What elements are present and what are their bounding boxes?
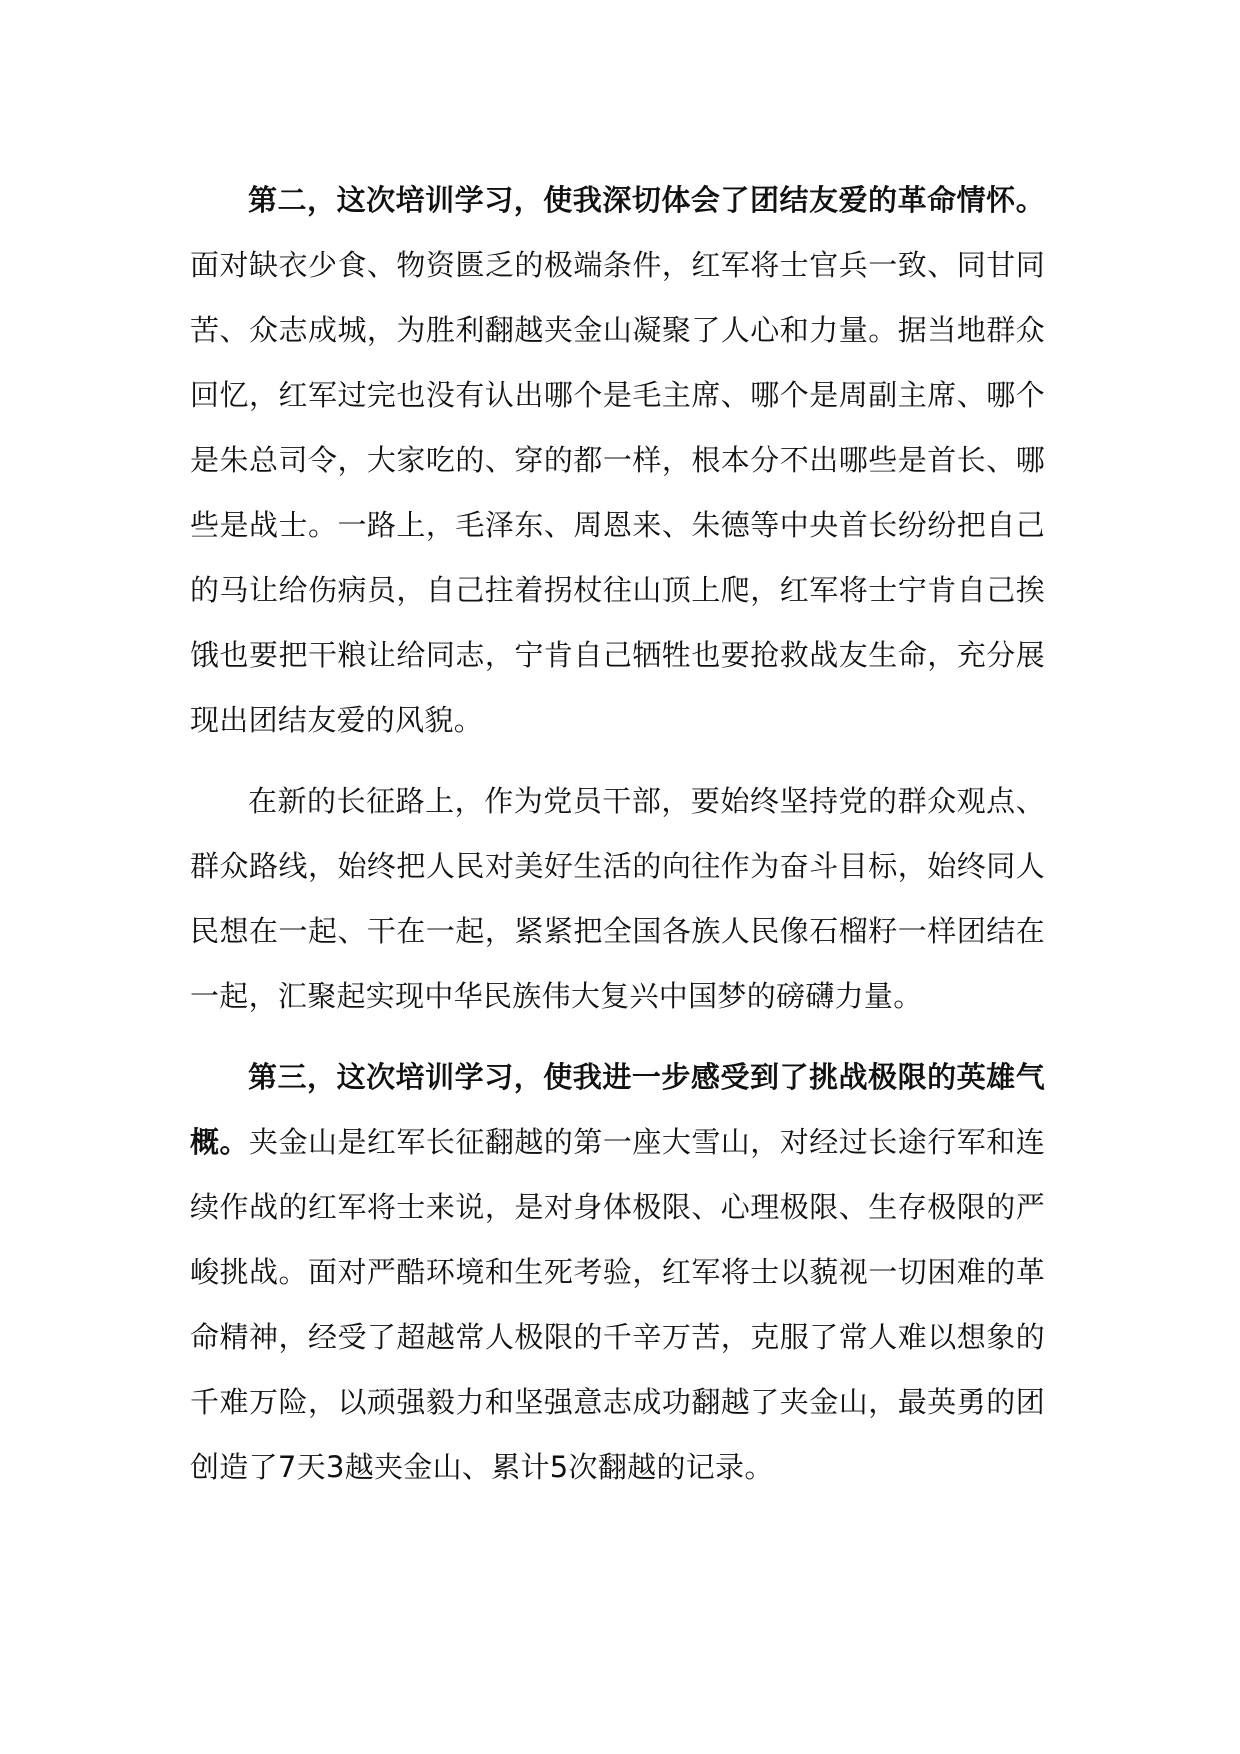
paragraph-unity	[190, 168, 1045, 753]
paragraph-text: 在新的长征路上，作为党员干部，要始终坚持党的群众观点、群众路线，始终把人民对美好生活的向往作为奋斗目标，始终同人民想在一起、干在一起，紧紧把全国各族人民像石榴籽一样团结在一起，汇聚起实现中华民族伟大复兴中国梦的磅礴力量。	[190, 784, 1045, 1013]
paragraph-heading: 第三，这次培训学习，使我进一步感受到了挑战极限的英雄气概。	[190, 1060, 1045, 1159]
document-body	[190, 168, 1045, 1516]
paragraph-heading: 第二，这次培训学习，使我深切体会了团结友爱的革命情怀。	[248, 183, 1045, 217]
paragraph-text: 面对缺衣少食、物资匮乏的极端条件，红军将士官兵一致、同甘同苦、众志成城，为胜利翻越夹金山凝聚了人心和力量。据当地群众回忆，红军过完也没有认出哪个是毛主席、哪个是周副主席、哪个是朱总司令，大家吃的、穿的都一样，根本分不出哪些是首长、哪些是战士。一路上，毛泽东、周恩来、朱德等中央首长纷纷把自己的马让给伤病员，自己拄着拐杖往山顶上爬，红军将士宁肯自己挨饿也要把干粮让给同志，宁肯自己牺牲也要抢救战友生命，充分展现出团结友爱的风貌。	[190, 248, 1045, 737]
paragraph-text: 夹金山是红军长征翻越的第一座大雪山，对经过长途行军和连续作战的红军将士来说，是对身体极限、心理极限、生存极限的严峻挑战。面对严酷环境和生死考验，红军将士以藐视一切困难的革命精神，经受了超越常人极限的千辛万苦，克服了常人难以想象的千难万险，以顽强毅力和坚强意志成功翻越了夹金山，最英勇的团创造了7天3越夹金山、累计5次翻越的记录。	[190, 1125, 1045, 1484]
paragraph-new-long-march	[190, 769, 1045, 1029]
paragraph-heroism	[190, 1045, 1045, 1500]
